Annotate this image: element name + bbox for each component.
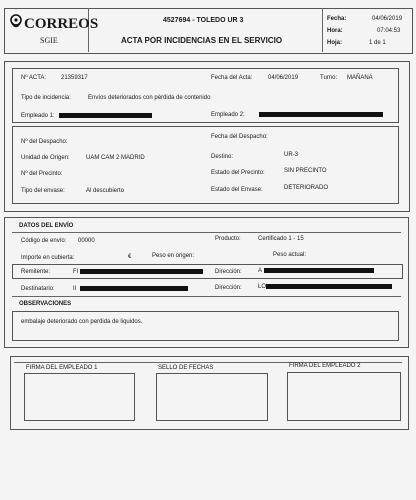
remitente-label: Remitente:	[21, 269, 51, 275]
brand-subtitle: SGIE	[40, 36, 58, 45]
tipo-incidencia-label: Tipo de incidencia:	[21, 95, 71, 101]
firma-empleado2-box	[287, 372, 401, 421]
direccion1-label: Dirección:	[215, 269, 242, 275]
n-despacho-label: Nº del Despacho:	[21, 139, 68, 145]
tipo-incidencia-value: Envíos deteriorados con pérdida de contenido	[88, 95, 211, 101]
estado-precinto-value: SIN PRECINTO	[284, 168, 327, 174]
page-title: ACTA POR INCIDENCIAS EN EL SERVICIO	[121, 36, 283, 45]
destino-label: Destino:	[211, 154, 234, 160]
hora-label: Hora:	[327, 28, 343, 34]
turno-value: MAÑANA	[347, 75, 373, 81]
observaciones-title: OBSERVACIONES	[19, 301, 72, 307]
n-acta-label: Nº ACTA:	[21, 75, 47, 81]
observaciones-top-rule	[12, 296, 401, 297]
fecha-acta-value: 04/06/2019	[268, 75, 299, 81]
correos-horn-logo-icon	[9, 14, 23, 30]
importe-label: Importe en cubierta:	[21, 255, 75, 261]
empleado2-redaction	[259, 112, 383, 117]
sello-fechas-label: SELLO DE FECHAS	[158, 365, 214, 371]
codigo-envio-value: 00000	[78, 238, 95, 244]
brand-logo: CORREOS	[24, 16, 99, 32]
unidad-origen-label: Unidad de Origen:	[21, 155, 70, 161]
observaciones-box	[12, 311, 399, 341]
unidad-origen-value: UAM CAM 2 MADRID	[86, 155, 145, 161]
fecha-label: Fecha:	[327, 16, 347, 22]
direccion1-partial: A	[258, 268, 263, 274]
peso-origen-label: Peso en origen:	[152, 253, 195, 259]
destino-value: UR-3	[284, 152, 299, 158]
envio-title-rule	[12, 232, 401, 233]
remitente-redaction	[80, 269, 203, 274]
sello-fechas-box	[156, 373, 268, 421]
empleado1-redaction	[59, 113, 152, 118]
direccion2-redaction	[266, 284, 392, 289]
peso-actual-label: Peso actual:	[273, 252, 307, 258]
fecha-value: 04/06/2019	[372, 16, 403, 22]
fecha-despacho-label: Fecha del Despacho:	[211, 134, 268, 140]
header-divider-right	[322, 8, 323, 52]
turno-label: Turno:	[320, 75, 338, 81]
importe-currency: €	[128, 254, 132, 260]
firma-empleado1-label: FIRMA DEL EMPLEADO 1	[26, 365, 98, 371]
fecha-acta-label: Fecha del Acta:	[211, 75, 253, 81]
observaciones-text: embalaje deteriorado con perdida de liquidos.	[21, 319, 143, 325]
producto-value: Certificado 1 - 15	[258, 236, 304, 242]
firma-empleado2-label: FIRMA DEL EMPLEADO 2	[289, 363, 361, 369]
hora-value: 07:04:53	[377, 28, 401, 34]
tipo-envase-label: Tipo del envase:	[21, 188, 65, 194]
hoja-label: Hoja:	[327, 40, 342, 46]
empleado2-label: Empleado 2:	[211, 112, 245, 118]
direccion1-redaction	[264, 268, 374, 273]
direccion2-label: Dirección:	[215, 285, 242, 291]
estado-envase-label: Estado del Envase:	[211, 187, 263, 193]
estado-envase-value: DETERIORADO	[284, 185, 329, 191]
direccion2-partial: LO	[258, 284, 267, 290]
codigo-envio-label: Código de envío:	[21, 238, 67, 244]
tipo-envase-value: Al descubierto	[86, 188, 125, 194]
n-acta-value: 21359317	[61, 75, 88, 81]
producto-label: Producto:	[215, 236, 241, 242]
hoja-value: 1 de 1	[369, 40, 386, 46]
despacho-box	[12, 126, 399, 204]
destinatario-label: Destinatario:	[21, 286, 55, 292]
destinatario-partial: Il	[73, 286, 76, 292]
remitente-partial: Fl	[73, 269, 78, 275]
destinatario-redaction	[80, 286, 188, 291]
envio-section-title: DATOS DEL ENVÍO	[19, 223, 74, 229]
firma-empleado1-box	[24, 373, 135, 421]
empleado1-label: Empleado 1:	[21, 113, 55, 119]
document-code: 4527694 - TOLEDO UR 3	[163, 17, 244, 24]
n-precinto-label: Nº del Precinto:	[21, 171, 63, 177]
estado-precinto-label: Estado del Precinto:	[211, 170, 265, 176]
